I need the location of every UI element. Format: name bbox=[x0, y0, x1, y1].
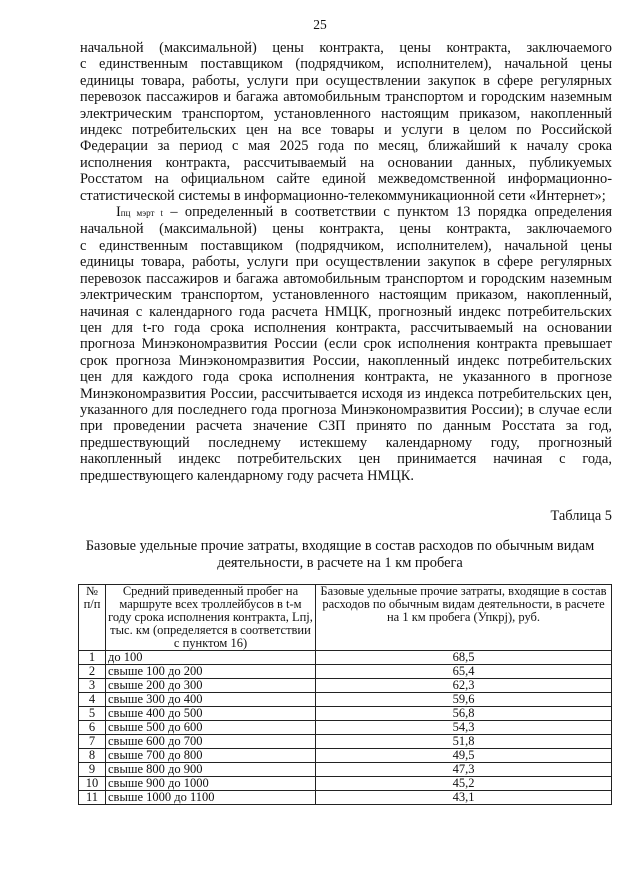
row-cost: 51,8 bbox=[316, 735, 612, 749]
row-cost: 54,3 bbox=[316, 721, 612, 735]
table-row bbox=[79, 721, 612, 735]
row-cost: 43,1 bbox=[316, 791, 612, 805]
row-cost: 56,8 bbox=[316, 707, 612, 721]
text-line: перевозок пассажиров и багажа автомобильным транспортом и городским наземным bbox=[80, 270, 612, 287]
row-number: 2 bbox=[79, 665, 106, 679]
table-row bbox=[79, 651, 612, 665]
row-mileage: свыше 100 до 200 bbox=[106, 665, 316, 679]
symbol-i: I bbox=[116, 204, 121, 221]
table-title-line: Базовые удельные прочие затраты, входящие в состав расходов по обычным видам bbox=[85, 538, 595, 554]
table-row bbox=[79, 735, 612, 749]
table-caption: Таблица 5 bbox=[550, 508, 612, 524]
header-cost: Базовые удельные прочие затраты, входящие в состав расходов по обычным видам деятельности, в расчете на 1 км пробега (Упкрj), руб. bbox=[316, 585, 612, 651]
paragraph-1 bbox=[80, 40, 612, 204]
text-line: при проведении расчета значение СЗП принято по данным Росстата за год, bbox=[80, 418, 612, 435]
text-line: статистической системы в информационно-телекоммуникационной сети «Интернет»; bbox=[80, 187, 606, 204]
text-line: Федерации за период с мая 2025 года по месяц, ближайший к началу срока bbox=[80, 138, 612, 155]
row-mileage: до 100 bbox=[106, 651, 316, 665]
row-number: 4 bbox=[79, 693, 106, 707]
text-line: электрическим транспортом, установленного настоящим приказом, накопленный bbox=[80, 105, 612, 122]
row-mileage: свыше 300 до 400 bbox=[106, 693, 316, 707]
header-number: № п/п bbox=[79, 585, 106, 651]
text-line: срок прогноза Минэкономразвития России, накопленный индекс потребительских bbox=[80, 352, 612, 369]
row-mileage: свыше 1000 до 1100 bbox=[106, 791, 316, 805]
table-row bbox=[79, 679, 612, 693]
text-line: указанного для последнего года прогноза Минэкономразвития России); в случае если bbox=[80, 401, 612, 418]
text-line: с единственным поставщиком (подрядчиком, исполнителем), начальной цены bbox=[80, 237, 612, 254]
row-number: 5 bbox=[79, 707, 106, 721]
table-row bbox=[79, 791, 612, 805]
row-mileage: свыше 200 до 300 bbox=[106, 679, 316, 693]
symbol-subscript: пц мэрт t bbox=[120, 208, 163, 219]
text-line: начальной (максимальной) цены контракта, цены контракта, заключаемого bbox=[80, 40, 612, 56]
row-number: 11 bbox=[79, 791, 106, 805]
row-number: 7 bbox=[79, 735, 106, 749]
row-cost: 59,6 bbox=[316, 693, 612, 707]
text-line: цен для t-го года срока исполнения контракта, рассчитываемый на основании bbox=[80, 319, 612, 336]
row-mileage: свыше 400 до 500 bbox=[106, 707, 316, 721]
table-header-row bbox=[79, 585, 612, 651]
text-line: перевозок пассажиров и багажа автомобильным транспортом и городским наземным bbox=[80, 89, 612, 106]
text-line: прогноза Минэкономразвития России (если срок исполнения контракта превышает bbox=[80, 336, 612, 353]
row-number: 6 bbox=[79, 721, 106, 735]
row-cost: 65,4 bbox=[316, 665, 612, 679]
row-mileage: свыше 600 до 700 bbox=[106, 735, 316, 749]
text-line: единицы товара, работы, услуги при осуществлении закупок в сфере регулярных bbox=[80, 72, 612, 89]
paragraph-2-first-line bbox=[80, 204, 612, 221]
row-cost: 49,5 bbox=[316, 749, 612, 763]
row-cost: 47,3 bbox=[316, 763, 612, 777]
table-row bbox=[79, 777, 612, 791]
row-cost: 45,2 bbox=[316, 777, 612, 791]
row-number: 3 bbox=[79, 679, 106, 693]
text-line: электрическим транспортом, установленного настоящим приказом, накопленный, bbox=[80, 287, 612, 304]
text-line: единицы товара, работы, услуги при осуществлении закупок в сфере регулярных bbox=[80, 254, 612, 271]
table-title bbox=[60, 538, 620, 571]
text-line: Росстатом на официальном сайте единой межведомственной информационно- bbox=[80, 171, 612, 188]
text-line: цен для каждого года срока исполнения контракта, не указанного в прогнозе bbox=[80, 369, 612, 386]
paragraph-2 bbox=[80, 221, 612, 484]
row-mileage: свыше 900 до 1000 bbox=[106, 777, 316, 791]
row-number: 1 bbox=[79, 651, 106, 665]
text-line: начальной (максимальной) цены контракта, цены контракта, заключаемого bbox=[80, 221, 612, 238]
row-cost: 68,5 bbox=[316, 651, 612, 665]
text-line: накопленный индекс потребительских цен принимается начиная с года, bbox=[80, 451, 612, 468]
table-row bbox=[79, 665, 612, 679]
cost-table bbox=[78, 584, 612, 805]
text-line: предшествующий последнему истекшему календарному году, прогнозный bbox=[80, 434, 612, 451]
text-line: исполнения контракта, рассчитываемый на основании данных, публикуемых bbox=[80, 154, 612, 171]
table-row bbox=[79, 693, 612, 707]
text-line: предшествующего календарному году расчета НМЦК. bbox=[80, 467, 414, 484]
table-row bbox=[79, 749, 612, 763]
text-line: начиная с календарного года расчета НМЦК, прогнозный индекс потребительских bbox=[80, 303, 612, 320]
row-mileage: свыше 800 до 900 bbox=[106, 763, 316, 777]
row-number: 9 bbox=[79, 763, 106, 777]
row-number: 8 bbox=[79, 749, 106, 763]
page-number: 25 bbox=[313, 17, 327, 32]
row-mileage: свыше 700 до 800 bbox=[106, 749, 316, 763]
table-row bbox=[79, 707, 612, 721]
header-mileage: Средний приведенный пробег на маршруте всех троллейбусов в t-м году срока исполнения контракта, Lпj, тыс. км (определяется в соответствии с пунктом 16) bbox=[106, 585, 316, 651]
table-title-line: деятельности, в расчете на 1 км пробега bbox=[217, 554, 463, 571]
text-line: индекс потребительских цен на все товары и услуги в целом по Российской bbox=[80, 122, 612, 139]
row-number: 10 bbox=[79, 777, 106, 791]
text-line: Минэкономразвития России, рассчитывается исходя из индекса потребительских цен, bbox=[80, 385, 612, 402]
body-text bbox=[80, 40, 612, 484]
paragraph-2-lead: – определенный в соответствии с пунктом 13 порядка определения bbox=[162, 204, 612, 221]
text-line: с единственным поставщиком (подрядчиком, исполнителем), начальной цены bbox=[80, 56, 612, 73]
row-cost: 62,3 bbox=[316, 679, 612, 693]
row-mileage: свыше 500 до 600 bbox=[106, 721, 316, 735]
table-row bbox=[79, 763, 612, 777]
